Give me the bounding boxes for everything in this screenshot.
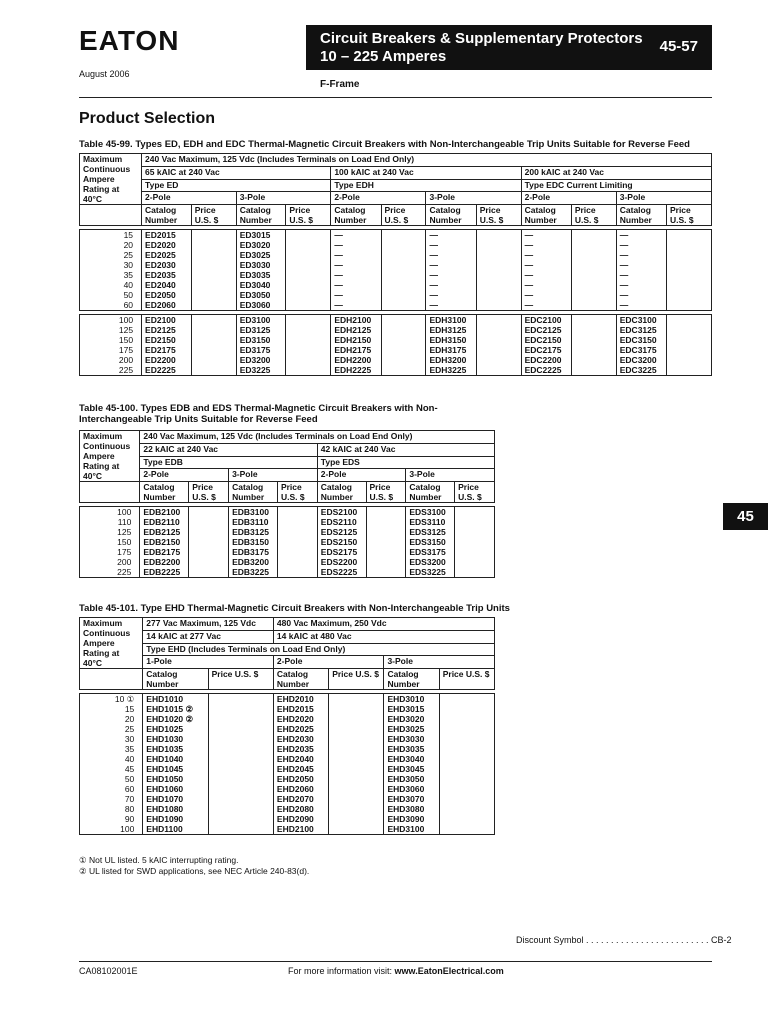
table2-price-cell xyxy=(455,507,495,578)
table1-catalog-cell: ED2100 ED2125 ED2150 ED2175 ED2200 ED2225 xyxy=(142,315,192,376)
page-number: 45-57 xyxy=(659,38,698,55)
table2-price-cell xyxy=(189,507,229,578)
price-header: Price U.S. $ xyxy=(189,482,229,503)
table1-price-cell xyxy=(286,230,331,311)
table1-catalog-cell: EDC3100 EDC3125 EDC3150 EDC3175 EDC3200 EDC3225 xyxy=(616,315,666,376)
table1-price-cell xyxy=(571,230,616,311)
title-bar xyxy=(306,25,712,70)
table3-pole: 3-Pole xyxy=(384,656,495,669)
footer-info-prefix: For more information visit: xyxy=(288,966,395,976)
section-tab: 45 xyxy=(723,503,768,530)
header-divider xyxy=(79,97,712,98)
table1-blank xyxy=(80,205,142,226)
catalog-header: Catalog Number xyxy=(236,205,286,226)
table1-catalog-cell: — — — — — — — — xyxy=(521,230,571,311)
table3-blank xyxy=(80,669,143,690)
table2-pole: 2-Pole xyxy=(317,469,406,482)
table1-catalog-cell: ED3015 ED3020 ED3025 ED3030 ED3035 ED3040 ED3050 ED3060 xyxy=(236,230,286,311)
price-header: Price U.S. $ xyxy=(455,482,495,503)
table2-catalog-cell: EDB2100 EDB2110 EDB2125 EDB2150 EDB2175 EDB2200 EDB2225 xyxy=(140,507,189,578)
table1-catalog-cell: EDH3100 EDH3125 EDH3150 EDH3175 EDH3200 EDH3225 xyxy=(426,315,476,376)
footnote-1: ① Not UL listed. 5 kAIC interrupting rating. xyxy=(79,855,239,865)
title-line-2: 10 – 225 Amperes xyxy=(320,48,447,65)
discount-symbol: Discount Symbol . . . . . . . . . . . . . . . . . . . . . . . . . CB-2 xyxy=(516,935,732,945)
table1-price-cell xyxy=(571,315,616,376)
table1-kaic-2: 200 kAIC at 240 Vac xyxy=(521,166,711,179)
table1-ratings-group1: 15 20 25 30 35 40 50 60 xyxy=(80,230,142,311)
table1-kaic-0: 65 kAIC at 240 Vac xyxy=(142,166,331,179)
table1-price-cell xyxy=(381,315,426,376)
table3-catalog-cell: EHD2010 EHD2015 EHD2020 EHD2025 EHD2030 EHD2035 EHD2040 EHD2045 EHD2050 EHD2060 EHD2070 EHD2080 EHD2090 EHD2100 xyxy=(273,694,328,835)
footer-info xyxy=(288,966,504,976)
table1-catalog-cell: — — — — — — — — xyxy=(616,230,666,311)
table3-catalog-cell: EHD3010 EHD3015 EHD3020 EHD3025 EHD3030 EHD3035 EHD3040 EHD3045 EHD3050 EHD3060 EHD3070 EHD3080 EHD3090 EHD3100 xyxy=(384,694,439,835)
catalog-header: Catalog Number xyxy=(521,205,571,226)
table1-pole: 3-Pole xyxy=(426,192,521,205)
table3-kaic-1: 14 kAIC at 480 Vac xyxy=(273,630,494,643)
catalog-header: Catalog Number xyxy=(616,205,666,226)
table1-kaic-1: 100 kAIC at 240 Vac xyxy=(331,166,521,179)
table1-catalog-cell: ED3100 ED3125 ED3150 ED3175 ED3200 ED3225 xyxy=(236,315,286,376)
table2-kaic-0: 22 kAIC at 240 Vac xyxy=(140,443,317,456)
table1-type-2: Type EDC Current Limiting xyxy=(521,179,711,192)
table1-catalog-cell: ED2015 ED2020 ED2025 ED2030 ED2035 ED2040 ED2050 ED2060 xyxy=(142,230,192,311)
price-header: Price U.S. $ xyxy=(666,205,711,226)
table3-kaic-0: 14 kAIC at 277 Vac xyxy=(143,630,274,643)
price-header: Price U.S. $ xyxy=(439,669,494,690)
table3-price-cell xyxy=(329,694,384,835)
price-header: Price U.S. $ xyxy=(571,205,616,226)
catalog-header: Catalog Number xyxy=(142,205,192,226)
frame-subtitle: F-Frame xyxy=(320,79,360,90)
price-header: Price U.S. $ xyxy=(277,482,317,503)
table2-pole: 3-Pole xyxy=(229,469,318,482)
table1-type-0: Type ED xyxy=(142,179,331,192)
price-header: Price U.S. $ xyxy=(191,205,236,226)
catalog-header: Catalog Number xyxy=(384,669,439,690)
table2-type-1: Type EDS xyxy=(317,456,494,469)
catalog-header: Catalog Number xyxy=(273,669,328,690)
table1-col0-header: Maximum Continuous Ampere Rating at 40°C xyxy=(80,154,142,205)
table1-caption: Table 45-99. Types ED, EDH and EDC Thermal-Magnetic Circuit Breakers with Non-Interchangeable Trip Units Suitable for Reverse Feed xyxy=(79,139,690,150)
table1-price-cell xyxy=(666,230,711,311)
table1-ratings-group2: 100 125 150 175 200 225 xyxy=(80,315,142,376)
table2-kaic-1: 42 kAIC at 240 Vac xyxy=(317,443,494,456)
table1-price-cell xyxy=(476,315,521,376)
footnote-2: ② UL listed for SWD applications, see NEC Article 240-83(d). xyxy=(79,866,310,876)
table3-voltage-1: 480 Vac Maximum, 250 Vdc xyxy=(273,618,494,631)
table3-catalog-cell: EHD1010 EHD1015 ② EHD1020 ② EHD1025 EHD1030 EHD1035 EHD1040 EHD1045 EHD1050 EHD1060 EHD1070 EHD1080 EHD1090 EHD1100 xyxy=(143,694,208,835)
price-header: Price U.S. $ xyxy=(366,482,406,503)
table3-voltage-0: 277 Vac Maximum, 125 Vdc xyxy=(143,618,274,631)
publication-date: August 2006 xyxy=(79,69,130,79)
catalog-header: Catalog Number xyxy=(426,205,476,226)
price-header: Price U.S. $ xyxy=(381,205,426,226)
table2-caption: Table 45-100. Types EDB and EDS Thermal-Magnetic Circuit Breakers with Non-Interchangeable Trip Units Suitable for Reverse Feed xyxy=(79,403,438,425)
section-title: Product Selection xyxy=(79,110,216,127)
catalog-header: Catalog Number xyxy=(143,669,208,690)
table2-catalog-cell: EDB3100 EDB3110 EDB3125 EDB3150 EDB3175 EDB3200 EDB3225 xyxy=(229,507,278,578)
table2-catalog-cell: EDS2100 EDS2110 EDS2125 EDS2150 EDS2175 EDS2200 EDS2225 xyxy=(317,507,366,578)
price-header: Price U.S. $ xyxy=(286,205,331,226)
table3-pole: 1-Pole xyxy=(143,656,274,669)
eaton-logo: EATON xyxy=(79,25,180,56)
table1-catalog-cell: EDC2100 EDC2125 EDC2150 EDC2175 EDC2200 EDC2225 xyxy=(521,315,571,376)
table1-catalog-cell: EDH2100 EDH2125 EDH2150 EDH2175 EDH2200 EDH2225 xyxy=(331,315,381,376)
title-line-1: Circuit Breakers & Supplementary Protectors xyxy=(320,30,643,47)
table2-type-0: Type EDB xyxy=(140,456,317,469)
table3 xyxy=(79,617,495,835)
catalog-header: Catalog Number xyxy=(140,482,189,503)
catalog-header: Catalog Number xyxy=(229,482,278,503)
table1-catalog-cell: — — — — — — — — xyxy=(426,230,476,311)
table1-price-cell xyxy=(476,230,521,311)
table1-pole: 3-Pole xyxy=(236,192,331,205)
table1-pole: 2-Pole xyxy=(521,192,616,205)
catalog-header: Catalog Number xyxy=(331,205,381,226)
table1-catalog-cell: — — — — — — — — xyxy=(331,230,381,311)
table2-price-cell xyxy=(366,507,406,578)
table3-type: Type EHD (Includes Terminals on Load End Only) xyxy=(143,643,495,656)
catalog-header: Catalog Number xyxy=(317,482,366,503)
table2-catalog-cell: EDS3100 EDS3110 EDS3125 EDS3150 EDS3175 EDS3200 EDS3225 xyxy=(406,507,455,578)
table3-price-cell xyxy=(439,694,494,835)
table1-price-cell xyxy=(381,230,426,311)
table2-price-cell xyxy=(277,507,317,578)
table1-type-1: Type EDH xyxy=(331,179,521,192)
footer-code: CA08102001E xyxy=(79,966,138,976)
table3-price-cell xyxy=(208,694,273,835)
table2-voltage: 240 Vac Maximum, 125 Vdc (Includes Terminals on Load End Only) xyxy=(140,431,495,444)
table1-price-cell xyxy=(666,315,711,376)
table1 xyxy=(79,153,712,376)
table1-pole: 2-Pole xyxy=(331,192,426,205)
table2 xyxy=(79,430,495,578)
table1-price-cell xyxy=(191,315,236,376)
table1-price-cell xyxy=(191,230,236,311)
table1-voltage: 240 Vac Maximum, 125 Vdc (Includes Terminals on Load End Only) xyxy=(142,154,712,167)
table2-pole: 2-Pole xyxy=(140,469,229,482)
price-header: Price U.S. $ xyxy=(476,205,521,226)
table3-ratings: 10 ① 15 20 25 30 35 40 45 50 60 70 80 90 100 xyxy=(80,694,143,835)
table1-pole: 2-Pole xyxy=(142,192,237,205)
table2-ratings: 100 110 125 150 175 200 225 xyxy=(80,507,140,578)
table1-price-cell xyxy=(286,315,331,376)
table3-caption: Table 45-101. Type EHD Thermal-Magnetic Circuit Breakers with Non-Interchangeable Trip Units xyxy=(79,603,510,614)
table2-pole: 3-Pole xyxy=(406,469,495,482)
table3-pole: 2-Pole xyxy=(273,656,384,669)
catalog-header: Catalog Number xyxy=(406,482,455,503)
footer-url-link[interactable]: www.EatonElectrical.com xyxy=(394,966,504,976)
table2-blank xyxy=(80,482,140,503)
price-header: Price U.S. $ xyxy=(329,669,384,690)
table3-col0-header: Maximum Continuous Ampere Rating at 40°C xyxy=(80,618,143,669)
table1-pole: 3-Pole xyxy=(616,192,711,205)
table2-col0-header: Maximum Continuous Ampere Rating at 40°C xyxy=(80,431,140,482)
price-header: Price U.S. $ xyxy=(208,669,273,690)
footer-divider xyxy=(79,961,712,962)
